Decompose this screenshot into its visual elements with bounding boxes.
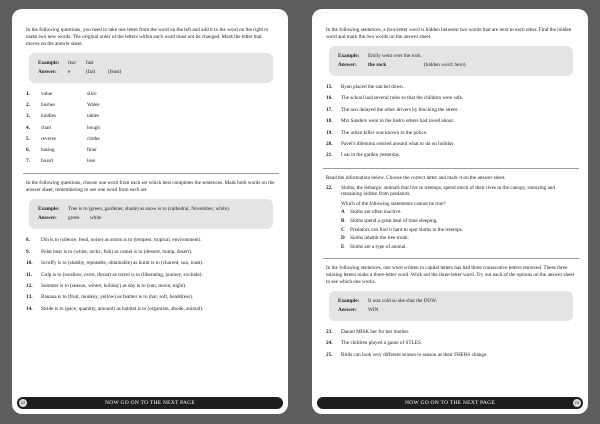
- left-page: [12, 9, 288, 414]
- instructions-analogies: In the following questions, choose one word from each set which best completes the sentences. Mark both words on the answer sheet, remembering to use one word from each set.: [26, 180, 275, 194]
- question-number: 8.: [26, 237, 30, 244]
- question-number: 16.: [326, 95, 333, 102]
- question-text: Polar bear is to (white, arctic, fish) as camel is to (dessert, hump, desert).: [41, 248, 193, 255]
- instructions-hidden-word: In the following sentences, a four-letter word is hidden between two words that are next to each other. Find the hidden word and mark the two words on the answer sheet.: [326, 27, 572, 40]
- left-word: kindles: [41, 113, 56, 120]
- question-text: The children played a game of STLES.: [341, 340, 423, 347]
- missing-word-question-list: [326, 327, 576, 361]
- question-number: 1.: [26, 91, 30, 97]
- answer-label: Answer:: [338, 307, 357, 314]
- question-row: [26, 258, 276, 269]
- option-row: [326, 226, 576, 235]
- answer-label: Answer:: [38, 215, 57, 222]
- option-text: Sloths are a type of animal.: [350, 244, 407, 251]
- option-row: [326, 243, 576, 252]
- option-row: [326, 217, 576, 226]
- option-list: [326, 208, 576, 252]
- section-divider: [323, 258, 579, 259]
- word-pair-row: [26, 145, 276, 156]
- left-word: reverse: [41, 135, 56, 142]
- question-number: 22.: [326, 184, 333, 191]
- right-page: [312, 9, 588, 414]
- example-box-analogies: [29, 199, 273, 229]
- answer-word: (far): [86, 69, 96, 75]
- example-label: Example:: [338, 298, 360, 305]
- word-pair-row: [26, 156, 276, 167]
- answer-label: Answer:: [338, 62, 357, 68]
- question-row: [326, 327, 576, 338]
- question-row: [326, 350, 576, 361]
- left-word: board: [41, 158, 53, 165]
- word-pair-row: [26, 111, 276, 122]
- right-word: Wales: [87, 102, 100, 109]
- question-text: The school had several rules so that the children were safe.: [341, 95, 464, 102]
- section-divider: [23, 173, 279, 174]
- example-label: Example:: [38, 206, 60, 213]
- question-number: 25.: [326, 351, 333, 358]
- question-text: Sloths, the lethargic animals that live in treetops, spend much of their lives in the canopy, snoozing and remaining hidden from predators.: [341, 184, 555, 198]
- word-pair-row: [26, 134, 276, 145]
- answer-letter: e: [68, 69, 71, 75]
- right-word: lose: [87, 158, 96, 165]
- question-text: Summer is to (season, winter, holiday) as day is to (sun, moon, night).: [41, 283, 187, 290]
- right-word: clothe: [87, 135, 100, 142]
- question-prompt: Which of the following statements cannot be true?: [341, 201, 446, 208]
- option-text: Sloths spend a great deal of time sleeping.: [350, 217, 438, 224]
- question-number: 13.: [26, 294, 33, 301]
- option-text: Sloths are often inactive.: [350, 209, 402, 216]
- question-number: 21.: [326, 152, 333, 159]
- question-number: 9.: [26, 248, 30, 255]
- example-box-hidden-word: [329, 46, 573, 76]
- question-row: [26, 247, 276, 258]
- page-number: 23: [574, 400, 580, 405]
- option-row: [326, 234, 576, 243]
- example-sentence: It was cold so she shut the DOW.: [368, 298, 437, 305]
- left-word: basing: [41, 147, 55, 154]
- question-number: 3.: [26, 113, 30, 120]
- question-text: Stride is to (pace, quantity, amount) as habitat is to (organism, abode, animal).: [41, 305, 204, 312]
- option-text: Sloths inhabit the tree trunk.: [350, 235, 409, 242]
- question-text: Ryan placed the satchel down.: [341, 84, 405, 90]
- question-row: [326, 82, 576, 93]
- option-letter: E: [341, 244, 345, 251]
- question-row: [326, 128, 576, 139]
- example-box-missing-word: [329, 291, 573, 321]
- answer-hidden-word: (hidden word: hero): [424, 62, 466, 68]
- option-letter: B: [341, 217, 345, 224]
- answer-word: white: [90, 215, 102, 222]
- question-number: 23.: [326, 329, 333, 336]
- question-text: Scruffy is to (shabby, reputable, obtainable) as burnt is to (charred, sun, toast).: [41, 260, 204, 267]
- question-text: Pavel's dilemma centred around what to do on holiday.: [341, 141, 455, 148]
- question-row: [326, 93, 576, 104]
- question-text: Daniel MISK her for her mother.: [341, 329, 410, 336]
- question-row: [26, 292, 276, 303]
- word-pair-list: [26, 89, 276, 167]
- question-number: 10.: [26, 260, 33, 267]
- right-word: slice: [87, 91, 97, 97]
- question-number: 7.: [26, 158, 30, 165]
- left-page-content: [26, 27, 276, 390]
- example-sentence: Tree is to (green, gardener, shade) as snow is to (cathedral, November, white).: [68, 206, 231, 213]
- question-text: I sat in the garden yesterday.: [341, 152, 401, 159]
- right-word: finer: [87, 147, 97, 154]
- question-text: The taxi delayed the other drivers by blocking the street.: [341, 106, 459, 113]
- question-text: Gulp is to (swallow, overt, throat) as travel is to (liberating, journey, exclude).: [41, 271, 203, 278]
- page-number: 22: [20, 400, 26, 405]
- example-box-letter-move: [29, 53, 273, 83]
- question-number: 11.: [26, 271, 33, 278]
- question-number: 15.: [326, 84, 333, 90]
- left-word: bushes: [41, 102, 56, 109]
- right-page-content: [326, 27, 576, 390]
- question-number: 2.: [26, 102, 30, 109]
- instructions-missing-word: In the following sentences, one word written in capital letters has had three consecutive letters removed. These three missing letters make a three-letter word. Work out the three-letter word. Try out each of the options on the answer sheet to see which one works.: [326, 265, 575, 286]
- section-divider: [323, 168, 579, 169]
- question-number: 18.: [326, 118, 333, 125]
- footer-text: NOW GO ON TO THE NEXT PAGE: [405, 400, 495, 406]
- question-number: 24.: [326, 340, 333, 347]
- right-word: tables: [87, 113, 100, 120]
- question-text: Banana is to (fruit, monkey, yellow) as feather is to (hat, soft, headdress).: [41, 294, 194, 301]
- analogy-question-list: [26, 235, 276, 315]
- question-number: 17.: [326, 106, 333, 113]
- question-row: [326, 105, 576, 116]
- question-text: The urban killer was known to the police.: [341, 129, 428, 136]
- answer-word: green: [68, 215, 80, 222]
- hidden-word-question-list: [326, 82, 576, 162]
- question-row: [326, 150, 576, 161]
- footer-bar: [317, 397, 583, 409]
- option-text: Predators can find it hard to spot sloths in the treetops.: [350, 226, 464, 233]
- example-sentence: Emily went over the rock.: [368, 53, 423, 59]
- answer-words: the rock: [368, 62, 387, 68]
- footer-bar: [17, 397, 283, 409]
- answer-word: WIN: [368, 307, 379, 314]
- option-letter: A: [341, 209, 345, 216]
- question-number: 20.: [326, 141, 333, 148]
- instructions-letter-move: In the following questions, you need to take one letter from the word on the left and add it to the word on the right to make two new words. The original order of the letters within each word must not be changed. Mark the letter that moves on the answer sheet.: [26, 27, 269, 47]
- question-row: [26, 304, 276, 315]
- question-text: Din is to (silence, feud, noise) as storm is to (tempest, tropical, environment).: [41, 237, 202, 244]
- word-pair-row: [26, 123, 276, 134]
- example-label: Example:: [38, 60, 60, 66]
- question-22: [326, 185, 576, 198]
- left-word: value: [41, 91, 53, 97]
- option-letter: D: [341, 235, 345, 242]
- question-row: [26, 270, 276, 281]
- question-number: 19.: [326, 129, 333, 136]
- question-row: [26, 235, 276, 246]
- question-number: 12.: [26, 283, 33, 290]
- example-label: Example:: [338, 53, 360, 59]
- word-pair-row: [26, 100, 276, 111]
- question-number: 5.: [26, 135, 30, 142]
- question-row: [326, 338, 576, 349]
- example-word: fear: [68, 60, 77, 66]
- question-row: [326, 139, 576, 150]
- word-pair-row: [26, 89, 276, 100]
- option-letter: C: [341, 226, 345, 233]
- left-word: chart: [41, 124, 52, 131]
- instructions-reading: Read the information below. Choose the correct letter and mark it on the answer sheet.: [326, 174, 506, 181]
- question-number: 4.: [26, 124, 30, 131]
- question-text: Mrs Sanders went to the bistro others had raved about.: [341, 118, 455, 125]
- answer-label: Answer:: [38, 69, 57, 75]
- question-row: [26, 281, 276, 292]
- example-word: fast: [86, 60, 94, 66]
- question-row: [326, 116, 576, 127]
- question-number: 14.: [26, 305, 33, 312]
- question-number: 6.: [26, 147, 30, 154]
- right-word: bough: [87, 124, 100, 131]
- footer-text: NOW GO ON TO THE NEXT PAGE: [105, 400, 195, 406]
- answer-word: (feast): [108, 69, 122, 75]
- question-text: Birds can look very different season to season as their FHERS change.: [341, 351, 488, 358]
- option-row: [326, 208, 576, 217]
